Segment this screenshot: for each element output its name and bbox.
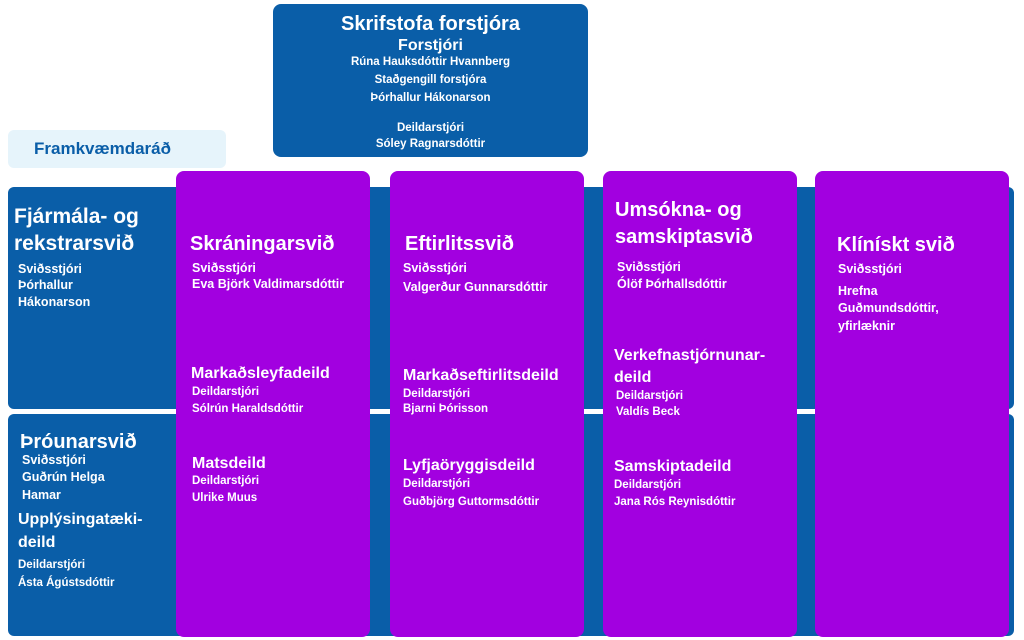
registration-dept2-name: Ulrike Muus bbox=[192, 492, 258, 504]
inspection-dept2-role: Deildarstjóri bbox=[403, 478, 471, 490]
inspection-title: Eftirlitssvið bbox=[405, 233, 514, 255]
inspection-division-box bbox=[390, 171, 584, 637]
registration-dept1-role: Deildarstjóri bbox=[192, 386, 260, 398]
it-dept-role: Deildarstjóri bbox=[18, 559, 86, 571]
inspection-dept2-title: Lyfjaöryggisdeild bbox=[403, 457, 535, 474]
applications-title-line2: samskiptasvið bbox=[615, 226, 753, 248]
it-dept-title-line2: deild bbox=[18, 534, 56, 551]
deputy-name: Þórhallur Hákonarson bbox=[370, 92, 491, 104]
registration-dept1-name: Sólrún Haraldsdóttir bbox=[192, 403, 304, 415]
applications-dept1-title-line2: deild bbox=[614, 369, 652, 386]
applications-role: Sviðsstjóri bbox=[617, 260, 681, 274]
clinical-division-box bbox=[815, 171, 1009, 637]
finance-role: Sviðsstjóri bbox=[18, 262, 82, 276]
applications-name: Ólöf Þórhallsdóttir bbox=[617, 277, 727, 291]
applications-dept2-role: Deildarstjóri bbox=[614, 479, 682, 491]
registration-dept1-title: Markaðsleyfadeild bbox=[191, 365, 330, 382]
clinical-name-line1: Hrefna bbox=[838, 284, 878, 298]
director-office-title: Skrifstofa forstjóra bbox=[341, 13, 520, 35]
development-name-line2: Hamar bbox=[22, 488, 61, 502]
clinical-title: Klínískt svið bbox=[837, 234, 955, 256]
applications-dept2-name: Jana Rós Reynisdóttir bbox=[614, 496, 736, 508]
office-dept-head-role: Deildarstjóri bbox=[396, 122, 465, 134]
registration-dept2-role: Deildarstjóri bbox=[192, 475, 260, 487]
inspection-role: Sviðsstjóri bbox=[403, 261, 467, 275]
registration-name: Eva Björk Valdimarsdóttir bbox=[192, 277, 345, 291]
registration-division-box bbox=[176, 171, 370, 637]
applications-title-line1: Umsókna- og bbox=[615, 199, 742, 221]
applications-dept1-title-line1: Verkefnastjórnunar- bbox=[614, 347, 766, 364]
clinical-name-line3: yfirlæknir bbox=[838, 319, 895, 333]
applications-dept1-name: Valdís Beck bbox=[616, 406, 680, 418]
finance-title-line2: rekstrarsvið bbox=[14, 232, 135, 255]
applications-dept2-title: Samskiptadeild bbox=[614, 458, 732, 475]
deputy-role: Staðgengill forstjóra bbox=[374, 74, 487, 86]
director-office-box bbox=[273, 4, 588, 157]
registration-dept2-title: Matsdeild bbox=[192, 455, 266, 472]
finance-name-line1: Þórhallur bbox=[18, 278, 73, 292]
inspection-dept2-name: Guðbjörg Guttormsdóttir bbox=[403, 496, 540, 508]
finance-title-line1: Fjármála- og bbox=[14, 205, 139, 228]
development-title: Þróunarsvið bbox=[20, 431, 137, 453]
clinical-name-line2: Guðmundsdóttir, bbox=[838, 301, 939, 315]
development-name-line1: Guðrún Helga bbox=[22, 470, 105, 484]
registration-role: Sviðsstjóri bbox=[192, 261, 256, 275]
inspection-dept1-name: Bjarni Þórisson bbox=[403, 403, 488, 415]
executive-board-label-box bbox=[8, 130, 226, 168]
it-dept-title-line1: Upplýsingatæki- bbox=[18, 511, 143, 528]
inspection-dept1-title: Markaðseftirlitsdeild bbox=[403, 367, 559, 384]
executive-board-label: Framkvæmdaráð bbox=[34, 139, 172, 158]
applications-dept1-role: Deildarstjóri bbox=[616, 390, 684, 402]
applications-division-box bbox=[603, 171, 797, 637]
inspection-dept1-role: Deildarstjóri bbox=[403, 388, 471, 400]
development-role: Sviðsstjóri bbox=[22, 453, 86, 467]
registration-title: Skráningarsvið bbox=[190, 233, 335, 255]
clinical-role: Sviðsstjóri bbox=[838, 262, 902, 276]
office-dept-head-name: Sóley Ragnarsdóttir bbox=[375, 138, 486, 150]
director-name: Rúna Hauksdóttir Hvannberg bbox=[350, 56, 511, 68]
finance-name-line2: Hákonarson bbox=[18, 295, 91, 309]
director-role: Forstjóri bbox=[398, 37, 463, 54]
it-dept-name: Ásta Ágústsdóttir bbox=[18, 577, 115, 589]
inspection-name: Valgerður Gunnarsdóttir bbox=[403, 280, 548, 294]
